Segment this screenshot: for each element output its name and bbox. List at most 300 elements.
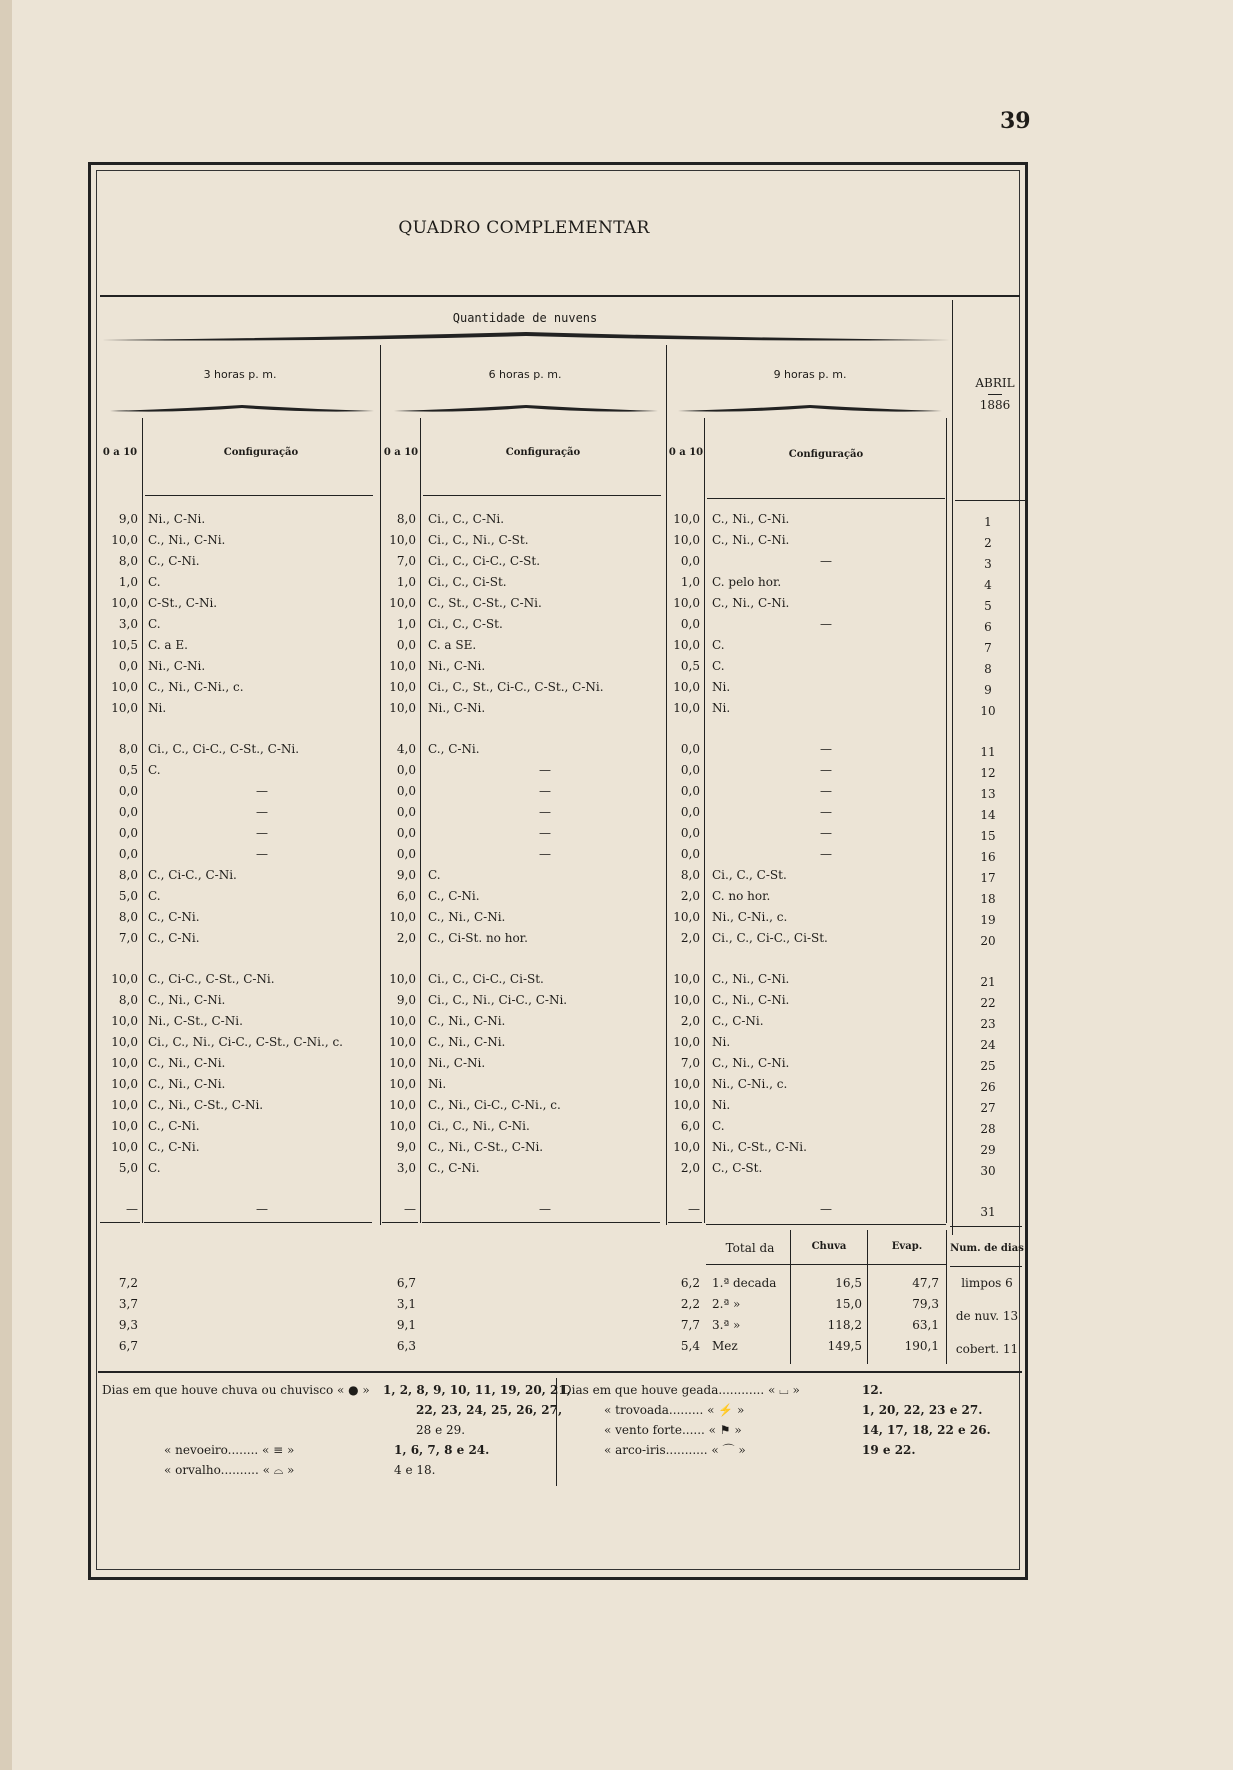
cell-b: 0,0: [396, 826, 416, 840]
cell-cc: Ni.: [712, 701, 731, 715]
cell-day: 18: [980, 892, 996, 906]
sum-rule-1: [790, 1230, 791, 1364]
cell-bc: —: [539, 784, 551, 798]
bottom-rule-b: [382, 1222, 418, 1223]
cell-b: 7,0: [396, 554, 416, 568]
cell-b: 0,0: [396, 763, 416, 777]
cell-ac: C.: [148, 889, 161, 903]
cell-day: 15: [980, 829, 996, 843]
footer-chuva-days-3: 28 e 29.: [416, 1423, 466, 1437]
summary-periods: Mez: [712, 1339, 738, 1353]
cell-b: 0,0: [396, 638, 416, 652]
summary-value: 3,7: [118, 1297, 138, 1311]
header-time-6pm: 6 horas p. m.: [488, 368, 562, 381]
col-config-6pm: Configuração: [505, 447, 581, 458]
year-label: 1886: [979, 398, 1011, 412]
cell-bc: Ci., C., Ni., C-Ni.: [428, 1119, 530, 1133]
cell-b: 10,0: [389, 1119, 416, 1133]
cell-cc: —: [820, 826, 832, 840]
summary-chuva: 16,5: [835, 1276, 862, 1290]
summary-periods: 2.ª »: [712, 1297, 741, 1311]
cell-b: 10,0: [389, 596, 416, 610]
cell-ac: Ni., C-St., C-Ni.: [148, 1014, 243, 1028]
footer-trovoada-label: « trovoada......... « ⚡ »: [604, 1403, 745, 1417]
cell-cc: Ni., C-Ni., c.: [712, 910, 788, 924]
cell-a: 0,0: [118, 826, 138, 840]
footer-orvalho-days: 4 e 18.: [394, 1463, 436, 1477]
col-rule-b: [420, 418, 421, 1223]
cell-ac: C., Ni., C-Ni.: [148, 993, 226, 1007]
cell-ac: Ci., C., Ci-C., C-St., C-Ni.: [148, 742, 300, 756]
cell-day: 9: [984, 683, 992, 697]
cell-c: 0,0: [680, 805, 700, 819]
summary-value: 6,7: [118, 1339, 138, 1353]
cell-ac: C., C-Ni.: [148, 910, 200, 924]
month-header: [952, 376, 1038, 412]
cell-bc: C., Ni., C-Ni.: [428, 1035, 506, 1049]
cell-bc: Ci., C., C-Ni.: [428, 512, 505, 526]
cell-day: 10: [980, 704, 996, 718]
total-da-label: Total da: [725, 1241, 775, 1255]
cell-c: 10,0: [673, 701, 700, 715]
cell-c: 10,0: [673, 1035, 700, 1049]
cell-c: 0,0: [680, 847, 700, 861]
cell-bc: C., Ni., C-St., C-Ni.: [428, 1140, 544, 1154]
summary-value: 9,3: [118, 1318, 138, 1332]
cell-c: —: [688, 1202, 700, 1216]
cell-a: 9,0: [118, 512, 138, 526]
cell-day: 11: [980, 745, 996, 759]
cell-ac: —: [256, 1202, 268, 1216]
header-time-9pm: 9 horas p. m.: [773, 368, 847, 381]
cell-bc: Ci., C., C-St.: [428, 617, 503, 631]
cell-cc: Ni.: [712, 680, 731, 694]
cell-a: 10,0: [111, 701, 138, 715]
cell-a: 7,0: [118, 931, 138, 945]
cell-b: 9,0: [396, 868, 416, 882]
cell-b: 10,0: [389, 701, 416, 715]
cell-cc: Ci., C., Ci-C., Ci-St.: [712, 931, 828, 945]
cell-ac: C., Ni., C-Ni.: [148, 1056, 226, 1070]
cell-a: 8,0: [118, 554, 138, 568]
col-rule-d: [946, 418, 947, 1223]
cell-day: 29: [980, 1143, 996, 1157]
cell-bc: C., Ni., Ci-C., C-Ni., c.: [428, 1098, 561, 1112]
footer-chuva-days-1: 1, 2, 8, 9, 10, 11, 19, 20, 21,: [383, 1383, 571, 1397]
cell-a: 10,0: [111, 533, 138, 547]
sum-rule-2: [867, 1230, 868, 1364]
cell-a: 10,0: [111, 1014, 138, 1028]
footer-chuva-days-2: 22, 23, 24, 25, 26, 27,: [416, 1403, 563, 1417]
cell-cc: —: [820, 847, 832, 861]
cell-c: 2,0: [680, 889, 700, 903]
cell-bc: Ci., C., Ni., Ci-C., C-Ni.: [428, 993, 568, 1007]
cell-day: 14: [980, 808, 996, 822]
cell-b: 10,0: [389, 910, 416, 924]
cell-ac: C.: [148, 763, 161, 777]
cell-b: 10,0: [389, 1014, 416, 1028]
cell-ac: C-St., C-Ni.: [148, 596, 218, 610]
cell-a: 10,0: [111, 1056, 138, 1070]
summary-value: 3,1: [396, 1297, 416, 1311]
cell-day: 2: [984, 536, 992, 550]
cell-day: 21: [980, 975, 996, 989]
dias-limpos: limpos 6: [961, 1276, 1013, 1290]
header-quantidade-nuvens: Quantidade de nuvens: [452, 311, 598, 325]
cell-c: 10,0: [673, 638, 700, 652]
cell-ac: —: [256, 847, 268, 861]
header-rule: [100, 295, 1020, 297]
cell-bc: C., C-Ni.: [428, 1161, 480, 1175]
cell-day: 31: [980, 1205, 996, 1219]
footer-orvalho-label: « orvalho.......... « ⌓ »: [164, 1463, 295, 1477]
cell-day: 8: [984, 662, 992, 676]
cell-cc: —: [820, 784, 832, 798]
cell-ac: C., Ci-C., C-Ni.: [148, 868, 237, 882]
cell-ac: C. a E.: [148, 638, 188, 652]
cell-cc: —: [820, 763, 832, 777]
footer-nevoeiro-days: 1, 6, 7, 8 e 24.: [394, 1443, 490, 1457]
cell-b: 4,0: [396, 742, 416, 756]
sum-header-rule-days: [950, 1266, 1022, 1267]
cell-cc: Ni.: [712, 1035, 731, 1049]
cell-b: 9,0: [396, 993, 416, 1007]
cell-c: 10,0: [673, 512, 700, 526]
cell-ac: Ni., C-Ni.: [148, 512, 206, 526]
cell-ac: C., C-Ni.: [148, 1140, 200, 1154]
cell-day: 26: [980, 1080, 996, 1094]
cell-b: 10,0: [389, 533, 416, 547]
cell-cc: C., Ni., C-Ni.: [712, 1056, 790, 1070]
cell-c: 2,0: [680, 931, 700, 945]
cell-a: 0,0: [118, 659, 138, 673]
footer-chuva-label: Dias em que houve chuva ou chuvisco « ● »: [102, 1383, 370, 1397]
dias-nuv: de nuv. 13: [955, 1309, 1019, 1323]
cell-bc: —: [539, 1202, 551, 1216]
cell-a: 10,0: [111, 972, 138, 986]
summary-chuva: 118,2: [827, 1318, 862, 1332]
col-scale-3pm: 0 a 10: [102, 447, 138, 458]
cell-cc: Ni., C-Ni., c.: [712, 1077, 788, 1091]
cell-cc: Ni.: [712, 1098, 731, 1112]
cell-a: 5,0: [118, 889, 138, 903]
cell-day: 17: [980, 871, 996, 885]
cell-a: 8,0: [118, 910, 138, 924]
cell-cc: C.: [712, 638, 725, 652]
summary-evap: 63,1: [912, 1318, 939, 1332]
cell-ac: C., C-Ni.: [148, 1119, 200, 1133]
cell-a: 10,0: [111, 1140, 138, 1154]
sum-rule-3: [946, 1230, 947, 1364]
cell-day: 28: [980, 1122, 996, 1136]
cell-b: 9,0: [396, 1140, 416, 1154]
cell-cc: C., C-Ni.: [712, 1014, 764, 1028]
cell-ac: C., Ni., C-Ni.: [148, 1077, 226, 1091]
cell-c: 0,5: [680, 659, 700, 673]
summary-value: 6,7: [396, 1276, 416, 1290]
cell-a: 8,0: [118, 742, 138, 756]
cell-ac: C., Ci-C., C-St., C-Ni.: [148, 972, 275, 986]
cell-day: 4: [984, 578, 992, 592]
col-rule-2: [666, 345, 667, 1225]
cell-bc: Ci., C., Ci-C., C-St.: [428, 554, 541, 568]
cell-cc: C., Ni., C-Ni.: [712, 533, 790, 547]
cell-day: 19: [980, 913, 996, 927]
cell-a: 0,5: [118, 763, 138, 777]
cell-day: 1: [984, 515, 992, 529]
cell-cc: C., Ni., C-Ni.: [712, 596, 790, 610]
cell-b: 10,0: [389, 680, 416, 694]
cell-c: 6,0: [680, 1119, 700, 1133]
col-config-9pm: Configuração: [788, 449, 864, 460]
bottom-rule-cc: [706, 1224, 946, 1225]
page-title: QUADRO COMPLEMENTAR: [398, 218, 650, 238]
cell-ac: C.: [148, 575, 161, 589]
cell-c: 2,0: [680, 1161, 700, 1175]
footer-trovoada-days: 1, 20, 22, 23 e 27.: [862, 1403, 983, 1417]
cell-ac: C., Ni., C-Ni.: [148, 533, 226, 547]
cell-ac: C., C-Ni.: [148, 931, 200, 945]
cell-a: 0,0: [118, 847, 138, 861]
cell-bc: —: [539, 826, 551, 840]
cell-cc: C., Ni., C-Ni.: [712, 512, 790, 526]
bottom-rule-c: [668, 1222, 702, 1223]
cell-bc: —: [539, 805, 551, 819]
cell-c: 0,0: [680, 617, 700, 631]
cell-ac: C.: [148, 1161, 161, 1175]
summary-value: 6,3: [396, 1339, 416, 1353]
cell-cc: C.: [712, 1119, 725, 1133]
header-under-6pm: [423, 495, 661, 496]
cell-a: 10,0: [111, 596, 138, 610]
summary-value: 5,4: [680, 1339, 700, 1353]
header-under-3pm: [145, 495, 373, 496]
cell-day: 12: [980, 766, 996, 780]
cell-c: 8,0: [680, 868, 700, 882]
num-dias-header: Num. de dias: [950, 1243, 1024, 1254]
cell-b: —: [404, 1202, 416, 1216]
cell-c: 10,0: [673, 1098, 700, 1112]
dias-cobert: cobert. 11: [955, 1342, 1019, 1356]
cell-b: 0,0: [396, 805, 416, 819]
footer-geada-label: Dias em que houve geada............ « ⌴ »: [562, 1383, 800, 1397]
cell-cc: C. no hor.: [712, 889, 771, 903]
cell-b: 10,0: [389, 1077, 416, 1091]
footer-nevoeiro-label: « nevoeiro........ « ≡ »: [164, 1443, 295, 1457]
summary-value: 7,7: [680, 1318, 700, 1332]
bottom-rule-bc: [422, 1222, 660, 1223]
cell-ac: C.: [148, 617, 161, 631]
cell-a: 3,0: [118, 617, 138, 631]
cell-c: 10,0: [673, 596, 700, 610]
summary-evap: 190,1: [904, 1339, 939, 1353]
cell-bc: C., C-Ni.: [428, 742, 480, 756]
evap-header: Evap.: [891, 1241, 923, 1252]
page-edge: [0, 0, 12, 1770]
cell-day: 20: [980, 934, 996, 948]
brace-6pm: [392, 403, 660, 415]
cell-day: 30: [980, 1164, 996, 1178]
cell-c: 10,0: [673, 972, 700, 986]
cell-bc: C., Ci-St. no hor.: [428, 931, 528, 945]
cell-a: 8,0: [118, 868, 138, 882]
cell-b: 10,0: [389, 972, 416, 986]
brace-3pm: [108, 403, 376, 415]
cell-cc: Ni., C-St., C-Ni.: [712, 1140, 807, 1154]
cell-ac: C., C-Ni.: [148, 554, 200, 568]
cell-b: 8,0: [396, 512, 416, 526]
cell-cc: Ci., C., C-St.: [712, 868, 787, 882]
cell-a: 10,0: [111, 1077, 138, 1091]
footer-rule: [98, 1371, 1022, 1373]
cell-a: 5,0: [118, 1161, 138, 1175]
header-under-9pm: [707, 498, 945, 499]
cell-bc: C., Ni., C-Ni.: [428, 1014, 506, 1028]
cell-cc: C. pelo hor.: [712, 575, 782, 589]
footer-arco-days: 19 e 22.: [862, 1443, 916, 1457]
cell-ac: Ci., C., Ni., Ci-C., C-St., C-Ni., c.: [148, 1035, 343, 1049]
cell-b: 10,0: [389, 659, 416, 673]
cell-c: 0,0: [680, 784, 700, 798]
cell-bc: Ci., C., Ci-C., Ci-St.: [428, 972, 544, 986]
cell-ac: Ni., C-Ni.: [148, 659, 206, 673]
chuva-header: Chuva: [811, 1241, 847, 1252]
col-scale-6pm: 0 a 10: [383, 447, 419, 458]
cell-b: 1,0: [396, 617, 416, 631]
cell-bc: C. a SE.: [428, 638, 477, 652]
cell-day: 13: [980, 787, 996, 801]
cell-a: —: [126, 1202, 138, 1216]
cell-a: 10,5: [111, 638, 138, 652]
page-number: 39: [1000, 108, 1031, 134]
cell-c: 0,0: [680, 742, 700, 756]
col-rule-c: [704, 418, 705, 1223]
cell-day: 6: [984, 620, 992, 634]
summary-chuva: 149,5: [827, 1339, 862, 1353]
summary-value: 9,1: [396, 1318, 416, 1332]
cell-b: 10,0: [389, 1098, 416, 1112]
cell-a: 8,0: [118, 993, 138, 1007]
summary-evap: 79,3: [912, 1297, 939, 1311]
summary-periods: 3.ª »: [712, 1318, 741, 1332]
cell-day: 22: [980, 996, 996, 1010]
cell-b: 3,0: [396, 1161, 416, 1175]
summary-evap: 47,7: [912, 1276, 939, 1290]
bottom-rule-ac: [144, 1222, 372, 1223]
cell-c: 0,0: [680, 763, 700, 777]
cell-day: 27: [980, 1101, 996, 1115]
cell-cc: —: [820, 617, 832, 631]
cell-day: 16: [980, 850, 996, 864]
cell-bc: Ci., C., Ni., C-St.: [428, 533, 529, 547]
col-config-3pm: Configuração: [223, 447, 299, 458]
header-under-day: [955, 500, 1025, 501]
summary-periods: 1.ª decada: [712, 1276, 777, 1290]
cell-ac: —: [256, 826, 268, 840]
cell-c: 2,0: [680, 1014, 700, 1028]
cell-a: 10,0: [111, 1119, 138, 1133]
cell-b: 10,0: [389, 1056, 416, 1070]
col-rule-1: [380, 345, 381, 1225]
cell-bc: —: [539, 763, 551, 777]
cell-bc: Ci., C., Ci-St.: [428, 575, 507, 589]
cell-b: 0,0: [396, 784, 416, 798]
cell-ac: Ni.: [148, 701, 167, 715]
cell-bc: C., C-Ni.: [428, 889, 480, 903]
cell-a: 10,0: [111, 680, 138, 694]
cell-c: 1,0: [680, 575, 700, 589]
cell-ac: C., Ni., C-Ni., c.: [148, 680, 244, 694]
header-brace-main: [100, 330, 952, 344]
cell-bc: C., St., C-St., C-Ni.: [428, 596, 542, 610]
cell-a: 10,0: [111, 1035, 138, 1049]
footer-arco-label: « arco-iris........... « ⌒ »: [604, 1443, 746, 1457]
col-scale-9pm: 0 a 10: [668, 447, 704, 458]
month-label: ABRIL: [975, 376, 1015, 390]
cell-a: 0,0: [118, 805, 138, 819]
cell-c: 0,0: [680, 826, 700, 840]
cell-b: 2,0: [396, 931, 416, 945]
cell-ac: —: [256, 784, 268, 798]
cell-cc: C., Ni., C-Ni.: [712, 993, 790, 1007]
cell-bc: Ni.: [428, 1077, 447, 1091]
cell-ac: —: [256, 805, 268, 819]
summary-value: 7,2: [118, 1276, 138, 1290]
cell-b: 10,0: [389, 1035, 416, 1049]
cell-ac: C., Ni., C-St., C-Ni.: [148, 1098, 264, 1112]
cell-cc: —: [820, 1202, 832, 1216]
footer-geada-days: 12.: [862, 1383, 883, 1397]
col-rule-a: [142, 418, 143, 1223]
cell-c: 10,0: [673, 910, 700, 924]
footer-vento-label: « vento forte...... « ⚑ »: [604, 1423, 742, 1437]
cell-bc: —: [539, 847, 551, 861]
cell-day: 3: [984, 557, 992, 571]
cell-day: 24: [980, 1038, 996, 1052]
cell-bc: Ni., C-Ni.: [428, 659, 486, 673]
cell-c: 10,0: [673, 1077, 700, 1091]
cell-cc: —: [820, 805, 832, 819]
footer-vento-days: 14, 17, 18, 22 e 26.: [862, 1423, 991, 1437]
cell-c: 10,0: [673, 680, 700, 694]
cell-day: 7: [984, 641, 992, 655]
bottom-rule-a: [100, 1222, 140, 1223]
summary-value: 6,2: [680, 1276, 700, 1290]
cell-bc: C.: [428, 868, 441, 882]
cell-c: 10,0: [673, 533, 700, 547]
cell-a: 10,0: [111, 1098, 138, 1112]
header-time-3pm: 3 horas p. m.: [203, 368, 277, 381]
cell-c: 0,0: [680, 554, 700, 568]
cell-cc: C., Ni., C-Ni.: [712, 972, 790, 986]
cell-b: 1,0: [396, 575, 416, 589]
brace-9pm: [676, 403, 944, 415]
cell-bc: C., Ni., C-Ni.: [428, 910, 506, 924]
cell-cc: C., C-St.: [712, 1161, 763, 1175]
cell-c: 7,0: [680, 1056, 700, 1070]
cell-day: 25: [980, 1059, 996, 1073]
month-divider: [988, 394, 1002, 395]
cell-b: 0,0: [396, 847, 416, 861]
cell-bc: Ni., C-Ni.: [428, 701, 486, 715]
cell-cc: C.: [712, 659, 725, 673]
bottom-rule-day: [950, 1226, 1022, 1227]
cell-b: 6,0: [396, 889, 416, 903]
cell-bc: Ci., C., St., Ci-C., C-St., C-Ni.: [428, 680, 604, 694]
cell-c: 10,0: [673, 993, 700, 1007]
summary-value: 2,2: [680, 1297, 700, 1311]
cell-bc: Ni., C-Ni.: [428, 1056, 486, 1070]
